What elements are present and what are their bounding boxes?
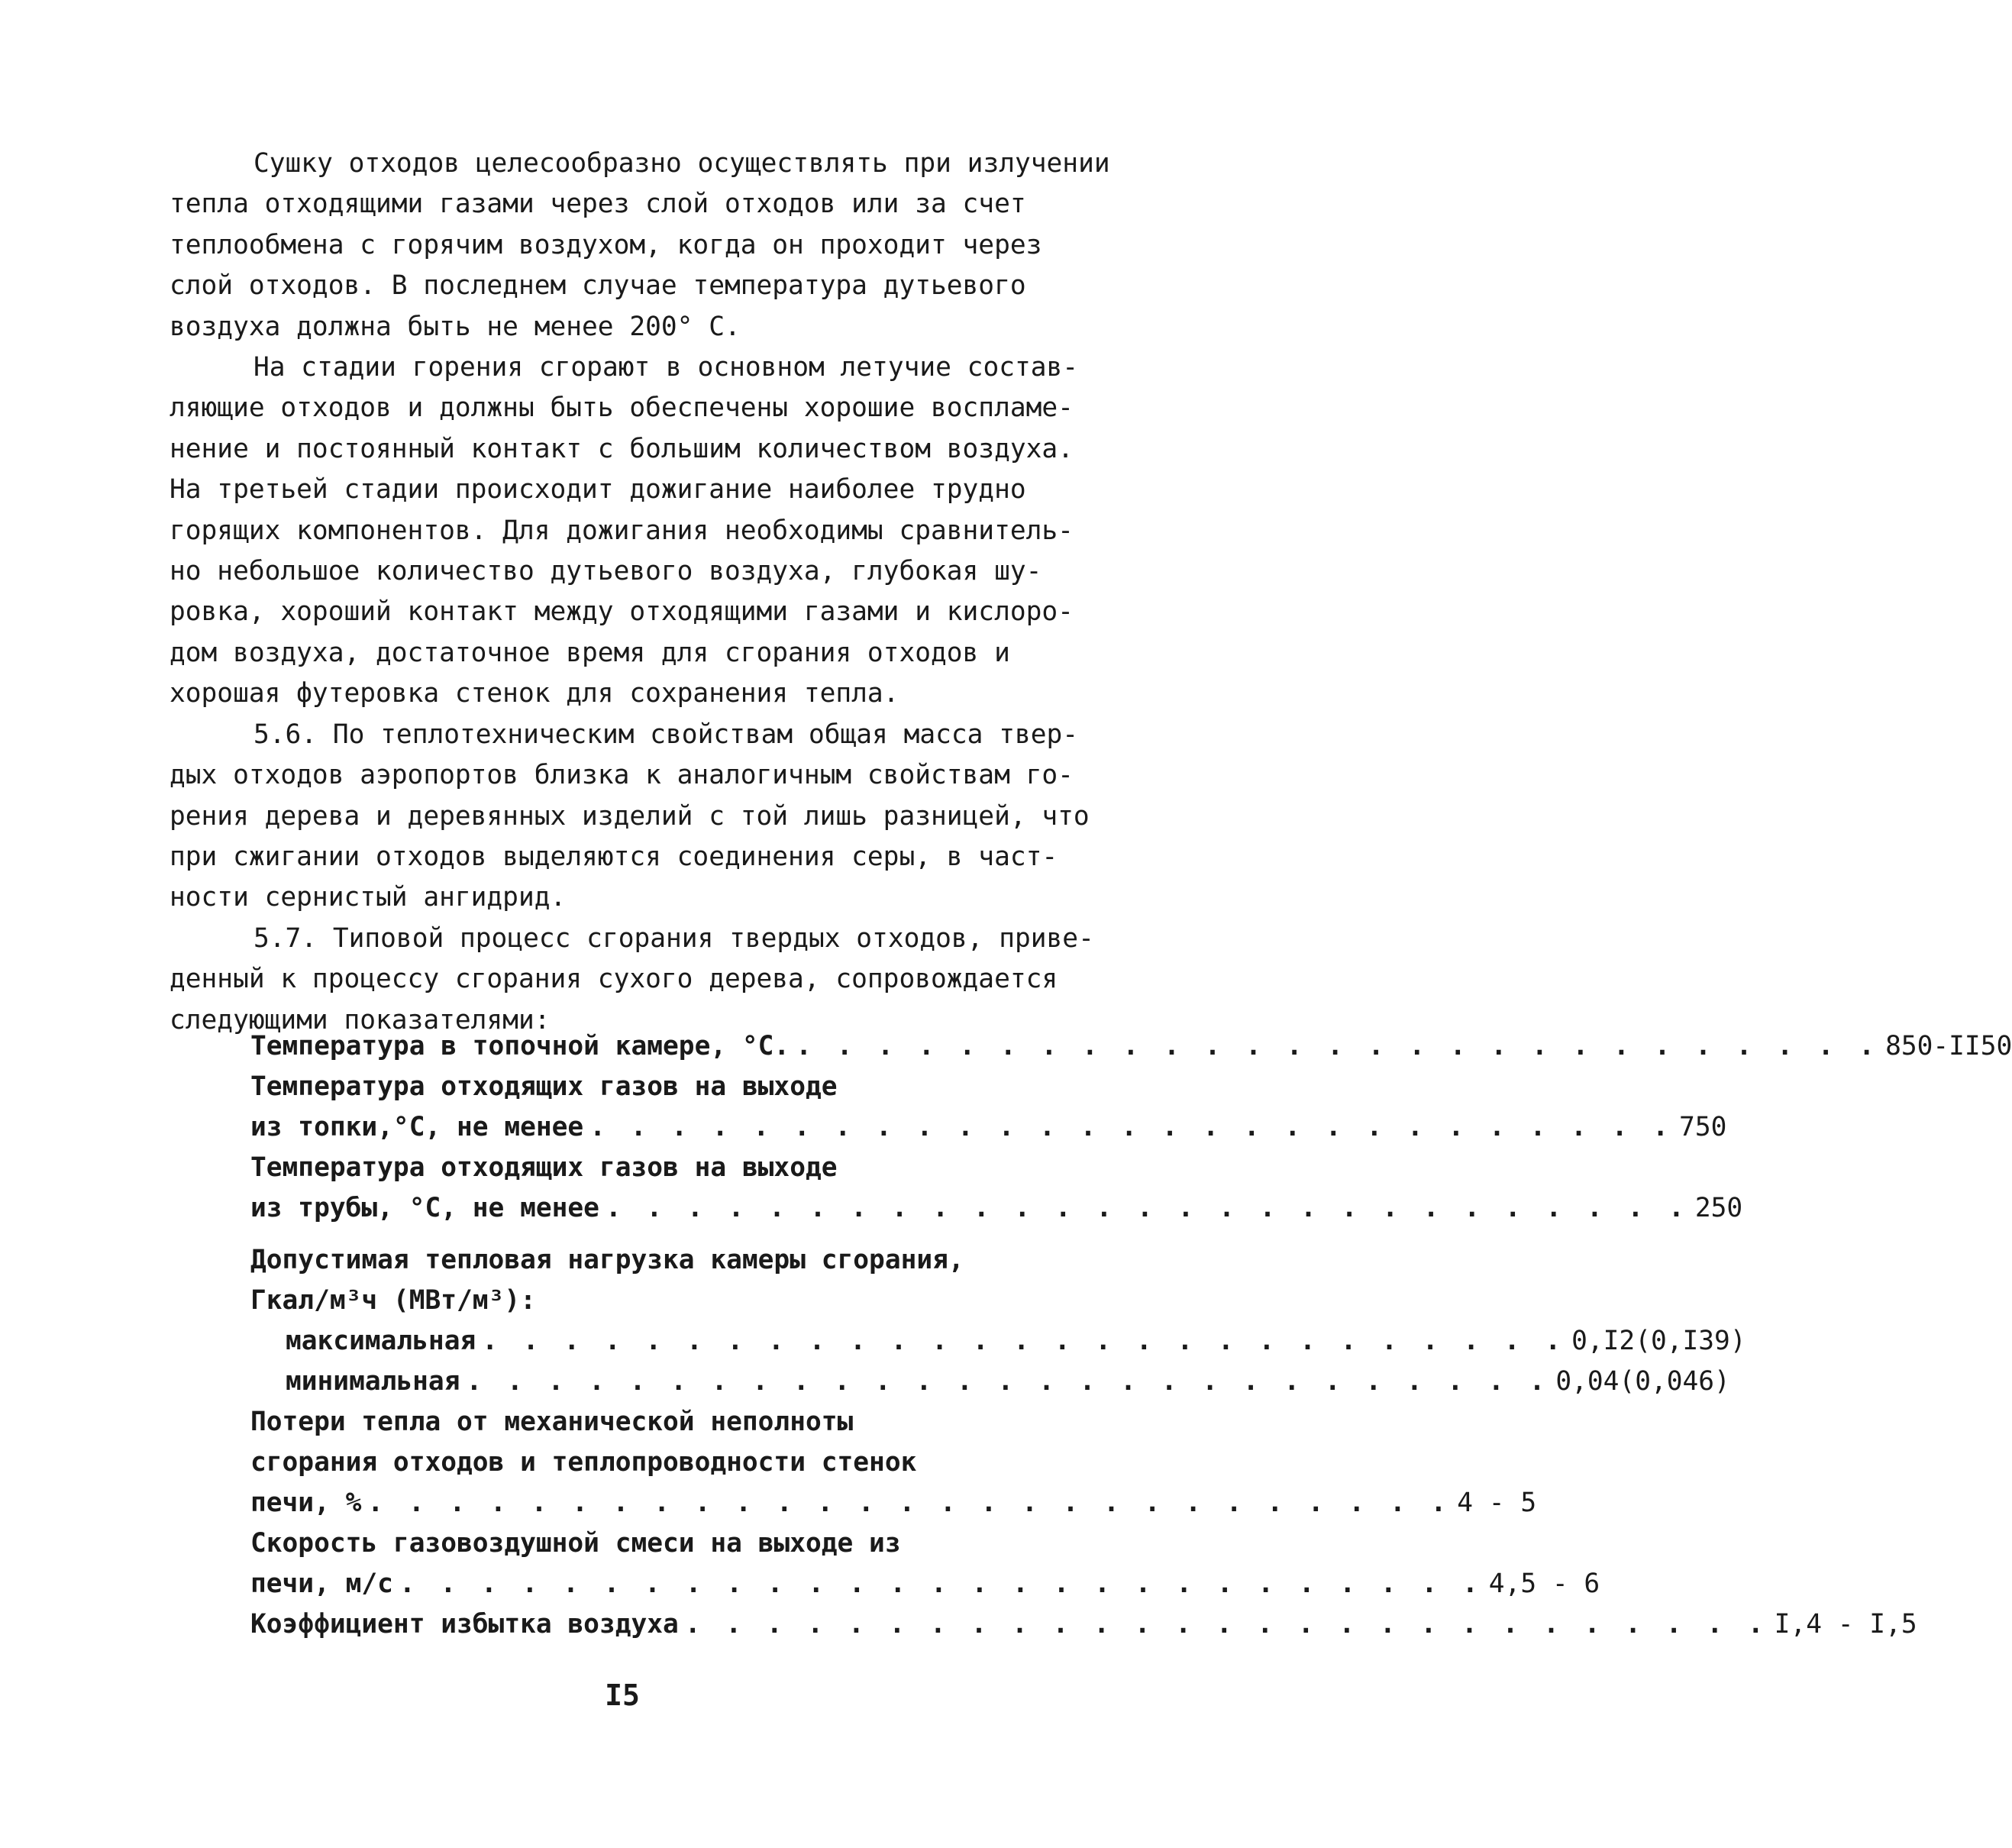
- body-text: [170, 144, 1133, 1041]
- text-line: следующими показателями:: [170, 1004, 551, 1035]
- text-line: Сушку отходов целесообразно осуществлять при излучении: [254, 148, 1110, 179]
- spec-label: из топки,°С, не менее: [250, 1112, 584, 1142]
- spec-label: минимальная: [286, 1366, 460, 1397]
- spec-units: [250, 1281, 1100, 1321]
- text-line: рения дерева и деревянных изделий с той лишь разницей, что: [170, 800, 1090, 832]
- text-line: На стадии горения сгорают в основном летучие состав-: [254, 352, 1079, 383]
- text-line: хорошая футеровка стенок для сохранения тепла.: [170, 678, 899, 709]
- spec-exit-gas-pipe: [250, 1188, 1743, 1229]
- leader-dots: . . . . . . . . . . . . . . . . . . . . . . . . . . .: [684, 1609, 1768, 1640]
- spec-label: печи, м/с: [250, 1569, 393, 1599]
- page-number: I5: [605, 1678, 640, 1712]
- spec-list-heat: [250, 1240, 1917, 1645]
- text-line: тепла отходящими газами через слой отходов или за счет: [170, 189, 1026, 220]
- text-line: при сжигании отходов выделяются соединения серы, в част-: [170, 841, 1058, 872]
- text-line: дом воздуха, достаточное время для сгорания отходов и: [170, 637, 1010, 668]
- spec-label: печи, %: [250, 1488, 362, 1518]
- text-line: ровка, хороший контакт между отходящими газами и кислоро-: [170, 596, 1074, 628]
- spec-heat-max: [250, 1321, 1746, 1362]
- leader-dots: . . . . . . . . . . . . . . . . . . . . . . . . . . .: [589, 1112, 1674, 1142]
- text-line: денный к процессу сгорания сухого дерева, сопровождается: [170, 964, 1058, 995]
- spec-label: Скорость газовоздушной смеси на выходе из: [250, 1528, 901, 1559]
- spec-value: 0,I2(0,I39): [1571, 1326, 1746, 1356]
- leader-dots: . . . . . . . . . . . . . . . . . . . . . . . . . . .: [482, 1326, 1566, 1356]
- text-line: нение и постоянный контакт с большим количеством воздуха.: [170, 433, 1074, 464]
- spec-losses: [250, 1483, 1537, 1523]
- text-line: воздуха должна быть не менее 200° С.: [170, 311, 741, 342]
- spec-label: Температура в топочной камере, °С.: [250, 1031, 790, 1061]
- text-line: теплообмена с горячим воздухом, когда он проходит через: [170, 229, 1042, 260]
- spec-list: [250, 1026, 2012, 1229]
- text-line: 5.6. По теплотехническим свойствам общая масса твер-: [254, 719, 1079, 750]
- spec-label: Допустимая тепловая нагрузка камеры сгорания,: [250, 1245, 964, 1275]
- spec-value: 850-II50: [1885, 1031, 2012, 1061]
- text-line: дых отходов аэропортов близка к аналогичным свойствам го-: [170, 760, 1074, 791]
- spec-label: Гкал/м³ч (МВт/м³):: [250, 1285, 536, 1316]
- paragraph-drying: [170, 144, 1133, 347]
- spec-speed: [250, 1564, 1600, 1604]
- paragraph-5-6: [170, 715, 1133, 919]
- spec-value: 0,04(0,046): [1555, 1366, 1730, 1397]
- text-line: ляющие отходов и должны быть обеспечены хорошие воспламе-: [170, 393, 1074, 424]
- text-line: ности сернистый ангидрид.: [170, 882, 567, 913]
- spec-label: из трубы, °С, не менее: [250, 1193, 599, 1223]
- text-line: На третьей стадии происходит дожигание наиболее трудно: [170, 474, 1026, 506]
- spec-heading: [250, 1148, 1100, 1188]
- paragraph-5-7: [170, 919, 1133, 1041]
- spec-label: сгорания отходов и теплопроводности стенок: [250, 1447, 917, 1478]
- spec-label: Потери тепла от механической неполноты: [250, 1407, 854, 1437]
- spec-exit-gas-furnace: [250, 1107, 1727, 1148]
- text-line: горящих компонентов. Для дожигания необходимы сравнитель-: [170, 515, 1074, 546]
- text-line: 5.7. Типовой процесс сгорания твердых отходов, приве-: [254, 922, 1094, 954]
- spec-heading: [250, 1523, 1100, 1564]
- spec-heat-min: [250, 1362, 1730, 1402]
- text-line: слой отходов. В последнем случае температура дутьевого: [170, 270, 1026, 302]
- spec-furnace-temp: [250, 1026, 2012, 1067]
- spec-label: Коэффициент избытка воздуха: [250, 1609, 679, 1640]
- spec-label: Температура отходящих газов на выходе: [250, 1152, 838, 1183]
- spec-value: 750: [1679, 1112, 1727, 1142]
- leader-dots: . . . . . . . . . . . . . . . . . . . . . . . . . . .: [466, 1366, 1550, 1397]
- leader-dots: . . . . . . . . . . . . . . . . . . . . . . . . . . .: [605, 1193, 1689, 1223]
- spec-heading: [250, 1067, 1100, 1107]
- leader-dots: . . . . . . . . . . . . . . . . . . . . . . . . . . .: [367, 1488, 1452, 1518]
- spec-value: 4 - 5: [1457, 1488, 1537, 1518]
- leader-dots: . . . . . . . . . . . . . . . . . . . . . . . . . . .: [399, 1569, 1483, 1599]
- spec-heading: [250, 1402, 1100, 1443]
- leader-dots: . . . . . . . . . . . . . . . . . . . . . . . . . . .: [796, 1031, 1880, 1061]
- spec-label: максимальная: [286, 1326, 476, 1356]
- spec-heading: [250, 1240, 1100, 1281]
- spec-excess-air: [250, 1604, 1917, 1645]
- spec-value: I,4 - I,5: [1774, 1609, 1917, 1640]
- spec-label: Температура отходящих газов на выходе: [250, 1071, 838, 1102]
- paragraph-combustion: [170, 347, 1133, 715]
- spec-value: 4,5 - 6: [1488, 1569, 1600, 1599]
- spec-heading: [250, 1443, 1100, 1483]
- spec-value: 250: [1694, 1193, 1743, 1223]
- text-line: но небольшое количество дутьевого воздуха, глубокая шу-: [170, 556, 1042, 587]
